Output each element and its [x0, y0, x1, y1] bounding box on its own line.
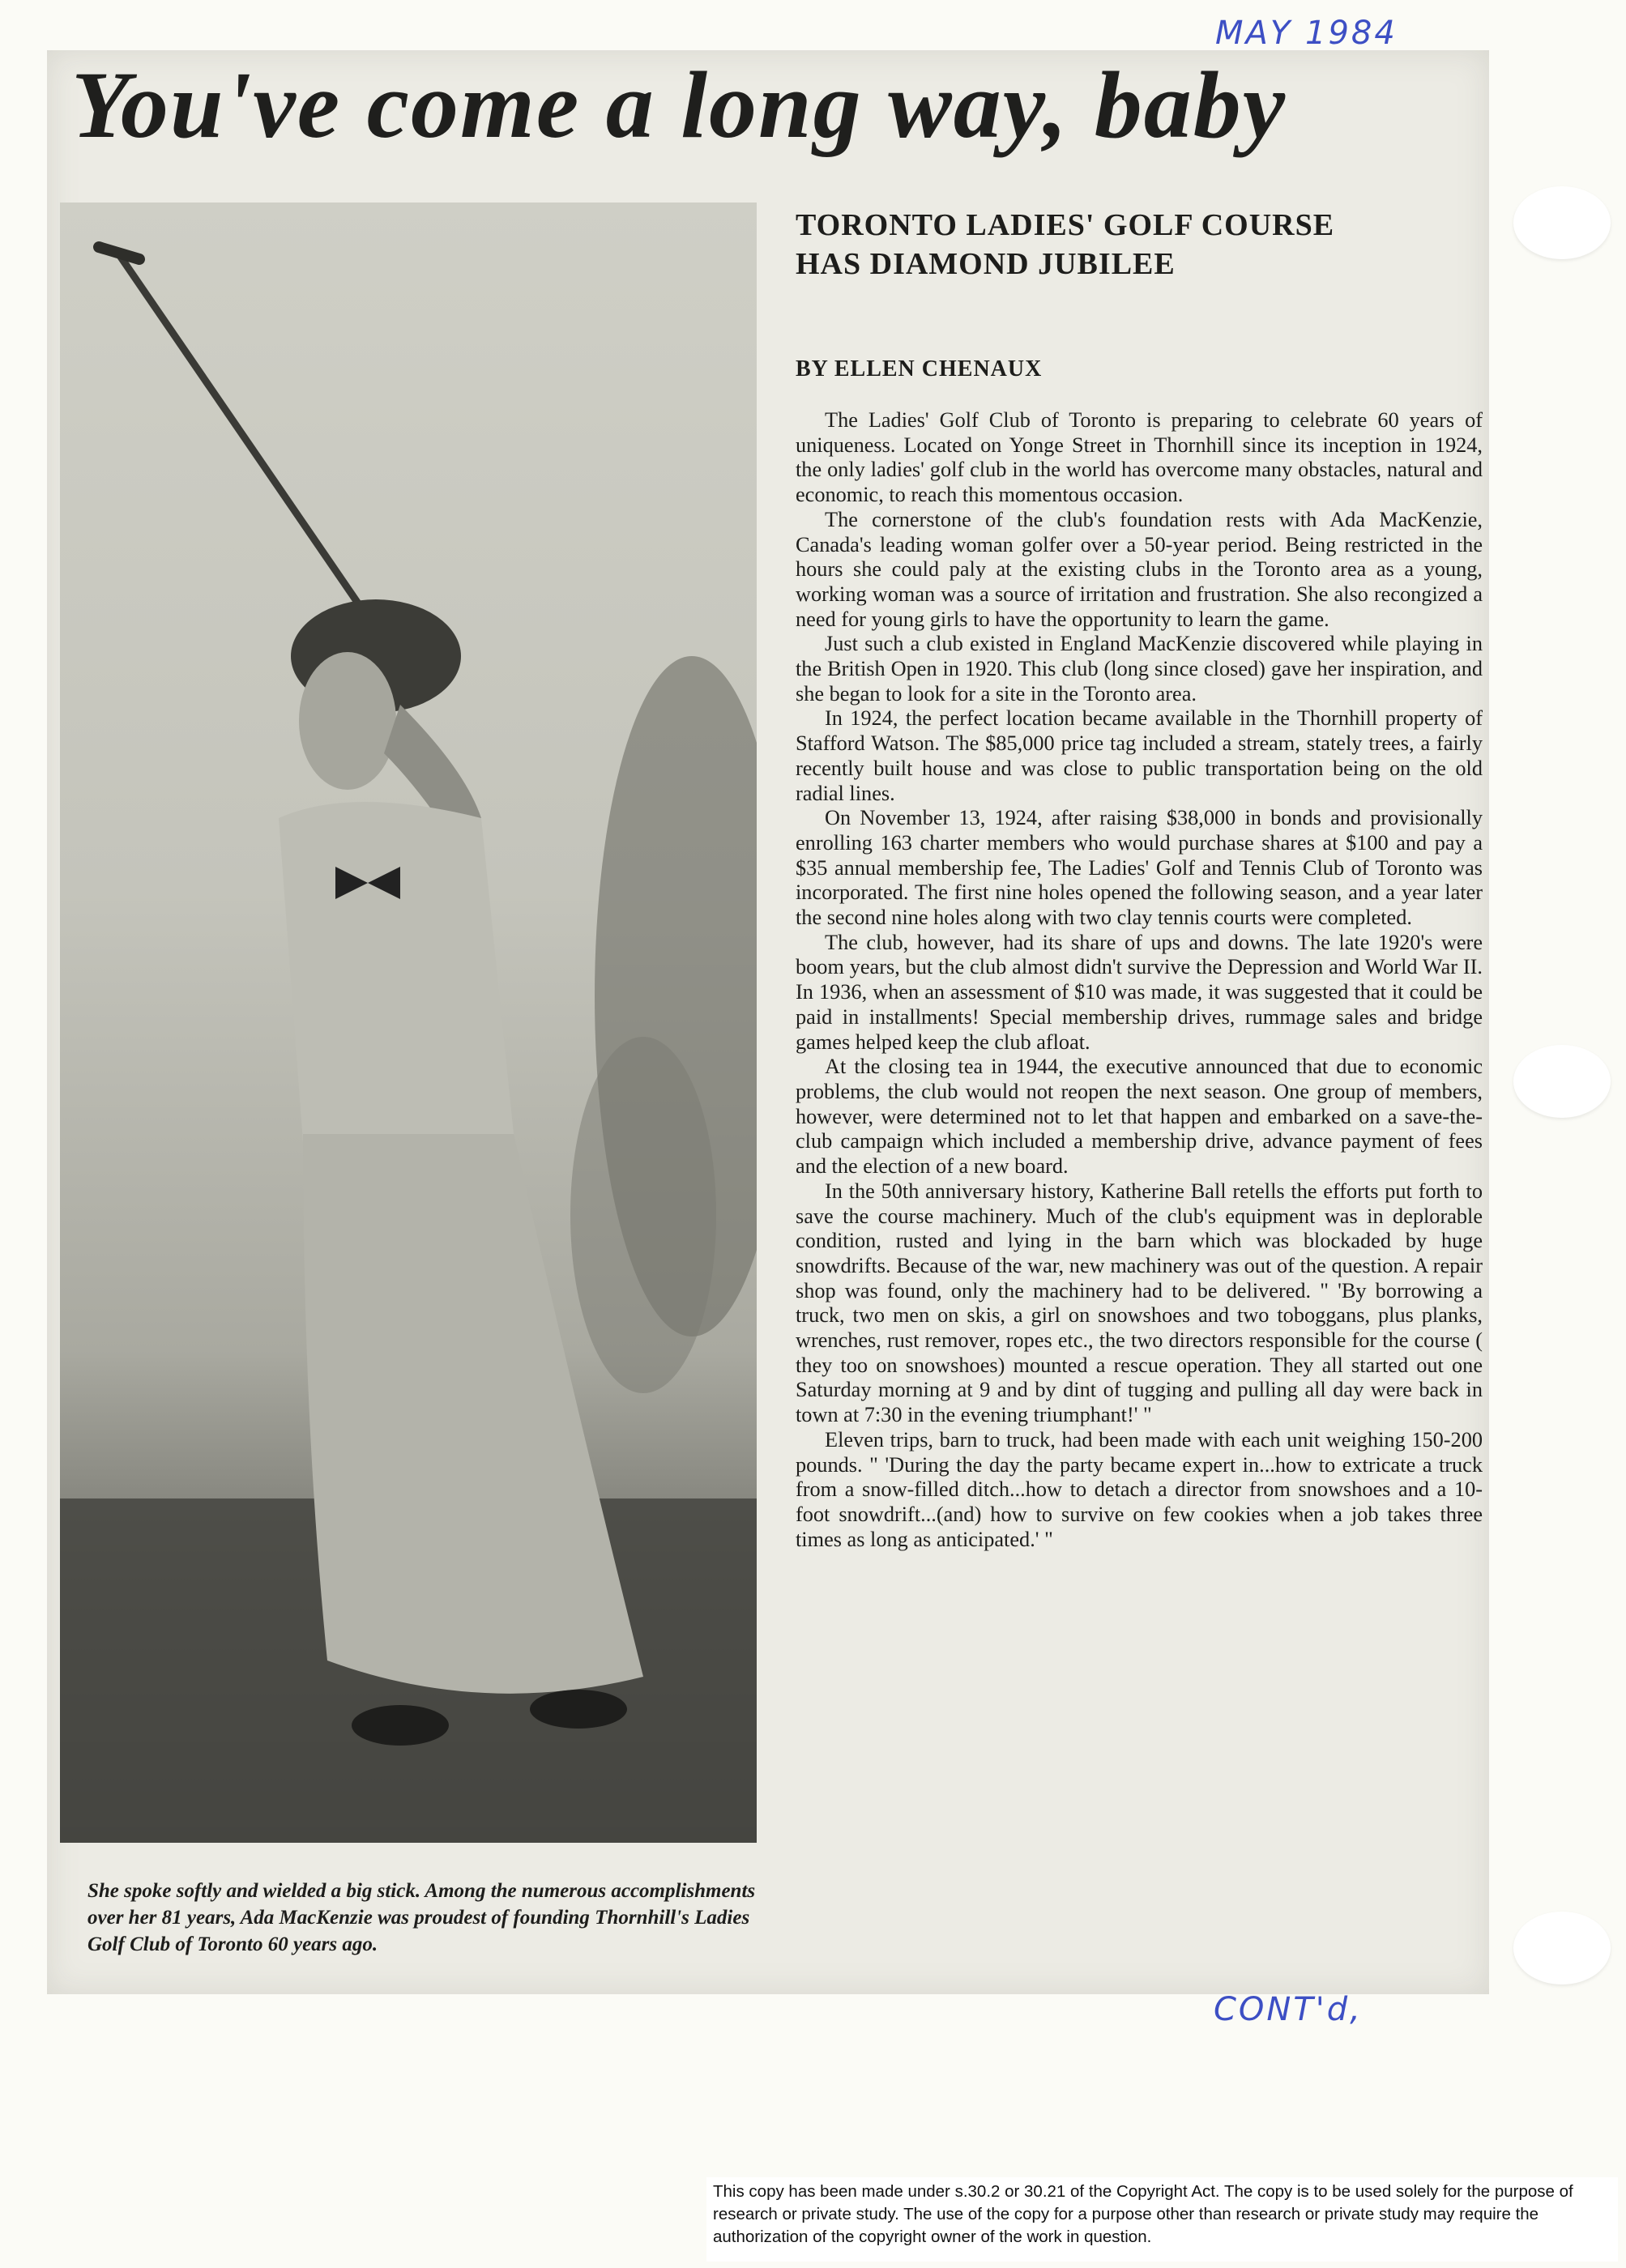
article-paragraph: The cornerstone of the club's foundation rests with Ada MacKenzie, Canada's leading woman golfer over a 50-year period. Being restricted in the hours she could paly at the existing clubs in the Toronto area as a young, working woman was a source of irritation and frustration. She also recongized a need for young girls to have the opportunity to learn the game. — [796, 507, 1483, 631]
photo-caption: She spoke softly and wielded a big stick. Among the numerous accomplishments over her 81 years, Ada MacKenzie was proudest of founding Thornhill's Ladies Golf Club of Toronto 60 years ago. — [87, 1880, 756, 1955]
copyright-notice: This copy has been made under s.30.2 or 30.21 of the Copyright Act. The copy is to be used solely for the purpose of research or private study. The use of the copy for a purpose other than research or private study may require the authorization of the copyright owner of the work in question. — [706, 2177, 1618, 2262]
handwritten-continued: CONT'd, — [1214, 1991, 1363, 2028]
article-paragraph: Eleven trips, barn to truck, had been made with each unit weighing 150-200 pounds. " 'During the day the party became expert in...how to extricate a truck from a snow-filled ditch...how to detach a director from snowshoes and a 10-foot snowdrift...(and) how to survive on few cookies when a job takes three times as long as anticipated.' " — [796, 1427, 1483, 1551]
punch-hole — [1513, 1912, 1611, 1985]
subhead-line-1: TORONTO LADIES' GOLF COURSE — [796, 208, 1335, 242]
article-paragraph: The club, however, had its share of ups and downs. The late 1920's were boom years, but the club almost didn't survive the Depression and World War II. In 1936, when an assessment of $10 was made, it was suggested that it could be paid in installments! Special membership drives, rummage sales and bridge games helped keep the club afloat. — [796, 930, 1483, 1054]
article-paragraph: Just such a club existed in England MacKenzie discovered while playing in the British Open in 1920. This club (long since closed) gave her inspiration, and she began to look for a site in the Toronto area. — [796, 632, 1483, 706]
punch-hole — [1513, 186, 1611, 259]
subhead-line-2: HAS DIAMOND JUBILEE — [796, 247, 1176, 281]
golfer-illustration — [60, 202, 757, 1843]
headline: You've come a long way, baby — [71, 52, 1287, 158]
handwritten-date: MAY 1984 — [1215, 15, 1398, 52]
article-paragraph: In the 50th anniversary history, Katherine Ball retells the efforts put forth to save the course machinery. Much of the club's equipment was in deplorable condition, rusted and lying in the barn which was blockaded by huge snowdrifts. Because of the war, new machinery was out of the question. A repair shop was found, only the machinery had to be delivered. " 'By borrowing a truck, two men on skis, a girl on snowshoes and two toboggans, plus planks, wrenches, rust remover, ropes etc., the two directors responsible for the course ( they too on snowshoes) mounted a rescue operation. They all started out one Saturday morning at 9 and by dint of tugging and pulling all day were back in town at 7:30 in the evening triumphant!' " — [796, 1179, 1483, 1427]
subheadline — [796, 206, 1460, 284]
golfer-photo — [60, 202, 757, 1843]
byline: BY ELLEN CHENAUX — [796, 356, 1043, 382]
article-paragraph: At the closing tea in 1944, the executive announced that due to economic problems, the club would not reopen the next season. One group of members, however, were determined not to let that happen and embarked on a save-the-club campaign which included a membership drive, advance payment of fees and the election of a new board. — [796, 1055, 1483, 1179]
article-paragraph: The Ladies' Golf Club of Toronto is preparing to celebrate 60 years of uniqueness. Located on Yonge Street in Thornhill since its inception in 1924, the only ladies' golf club in the world has overcome many obstacles, natural and economic, to reach this momentous occasion. — [796, 408, 1483, 507]
article-body — [796, 408, 1483, 1552]
punch-hole — [1513, 1045, 1611, 1118]
article-paragraph: In 1924, the perfect location became available in the Thornhill property of Stafford Watson. The $85,000 price tag included a stream, stately trees, a fairly recently built house and was close to public transportation being on the old radial lines. — [796, 706, 1483, 805]
article-paragraph: On November 13, 1924, after raising $38,000 in bonds and provisionally enrolling 163 charter members who would purchase shares at $100 and pay a $35 annual membership fee, The Ladies' Golf and Tennis Club of Toronto was incorporated. The first nine holes opened the following season, and a year later the second nine holes along with two clay tennis courts were completed. — [796, 806, 1483, 930]
